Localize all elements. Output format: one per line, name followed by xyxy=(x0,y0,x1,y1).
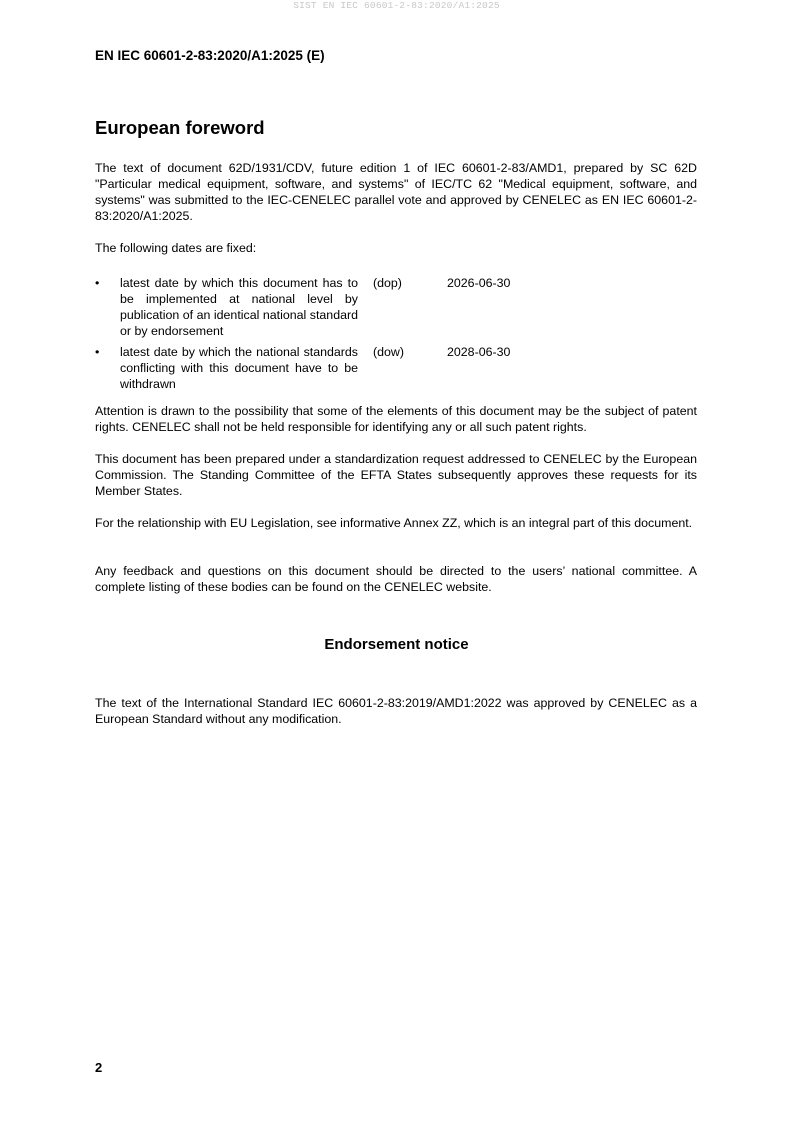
watermark: SIST EN IEC 60601-2-83:2020/A1:2025 xyxy=(293,0,500,11)
date-description: latest date by which this document has to be implemented at national level by publication of an identical national standard or by endorsement xyxy=(120,276,358,338)
endorsement-paragraph: The text of the International Standard IEC 60601-2-83:2019/AMD1:2022 was approved by CENELEC as a European Standard without any modification. xyxy=(95,696,697,726)
document-identifier: EN IEC 60601-2-83:2020/A1:2025 (E) xyxy=(95,48,325,63)
foreword-intro-paragraph: The text of document 62D/1931/CDV, future edition 1 of IEC 60601-2-83/AMD1, prepared by SC 62D "Particular medical equipment, software, and systems" of IEC/TC 62 "Medical equipment, software, and systems" was submitted to the IEC-CENELEC parallel vote and approved by CENELEC as EN IEC 60601-2-83:2020/A1:2025. xyxy=(95,161,697,223)
standardization-request-paragraph: This document has been prepared under a standardization request addressed to CENELEC by the European Commission. The Standing Committee of the EFTA States subsequently approves these requests for its Member States. xyxy=(95,452,697,498)
date-description: latest date by which the national standards conflicting with this document have to be withdrawn xyxy=(120,345,358,391)
patent-notice-paragraph: Attention is drawn to the possibility that some of the elements of this document may be the subject of patent rights. CENELEC shall not be held responsible for identifying any or all such patent rights. xyxy=(95,404,697,434)
endorsement-title: Endorsement notice xyxy=(324,636,469,653)
eu-legislation-paragraph: For the relationship with EU Legislation, see informative Annex ZZ, which is an integral part of this document. xyxy=(95,516,693,530)
date-value: 2028-06-30 xyxy=(447,345,511,359)
dates-intro-paragraph: The following dates are fixed: xyxy=(95,241,257,255)
date-abbreviation: (dow) xyxy=(373,345,404,359)
bullet-marker: • xyxy=(95,345,100,359)
date-row-dop xyxy=(95,275,697,339)
feedback-paragraph: Any feedback and questions on this document should be directed to the users’ national committee. A complete listing of these bodies can be found on the CENELEC website. xyxy=(95,564,697,594)
date-row-dow xyxy=(95,344,697,392)
date-abbreviation: (dop) xyxy=(373,276,402,290)
page-number: 2 xyxy=(95,1060,103,1075)
bullet-marker: • xyxy=(95,276,100,290)
foreword-title: European foreword xyxy=(95,117,265,138)
date-value: 2026-06-30 xyxy=(447,276,511,290)
